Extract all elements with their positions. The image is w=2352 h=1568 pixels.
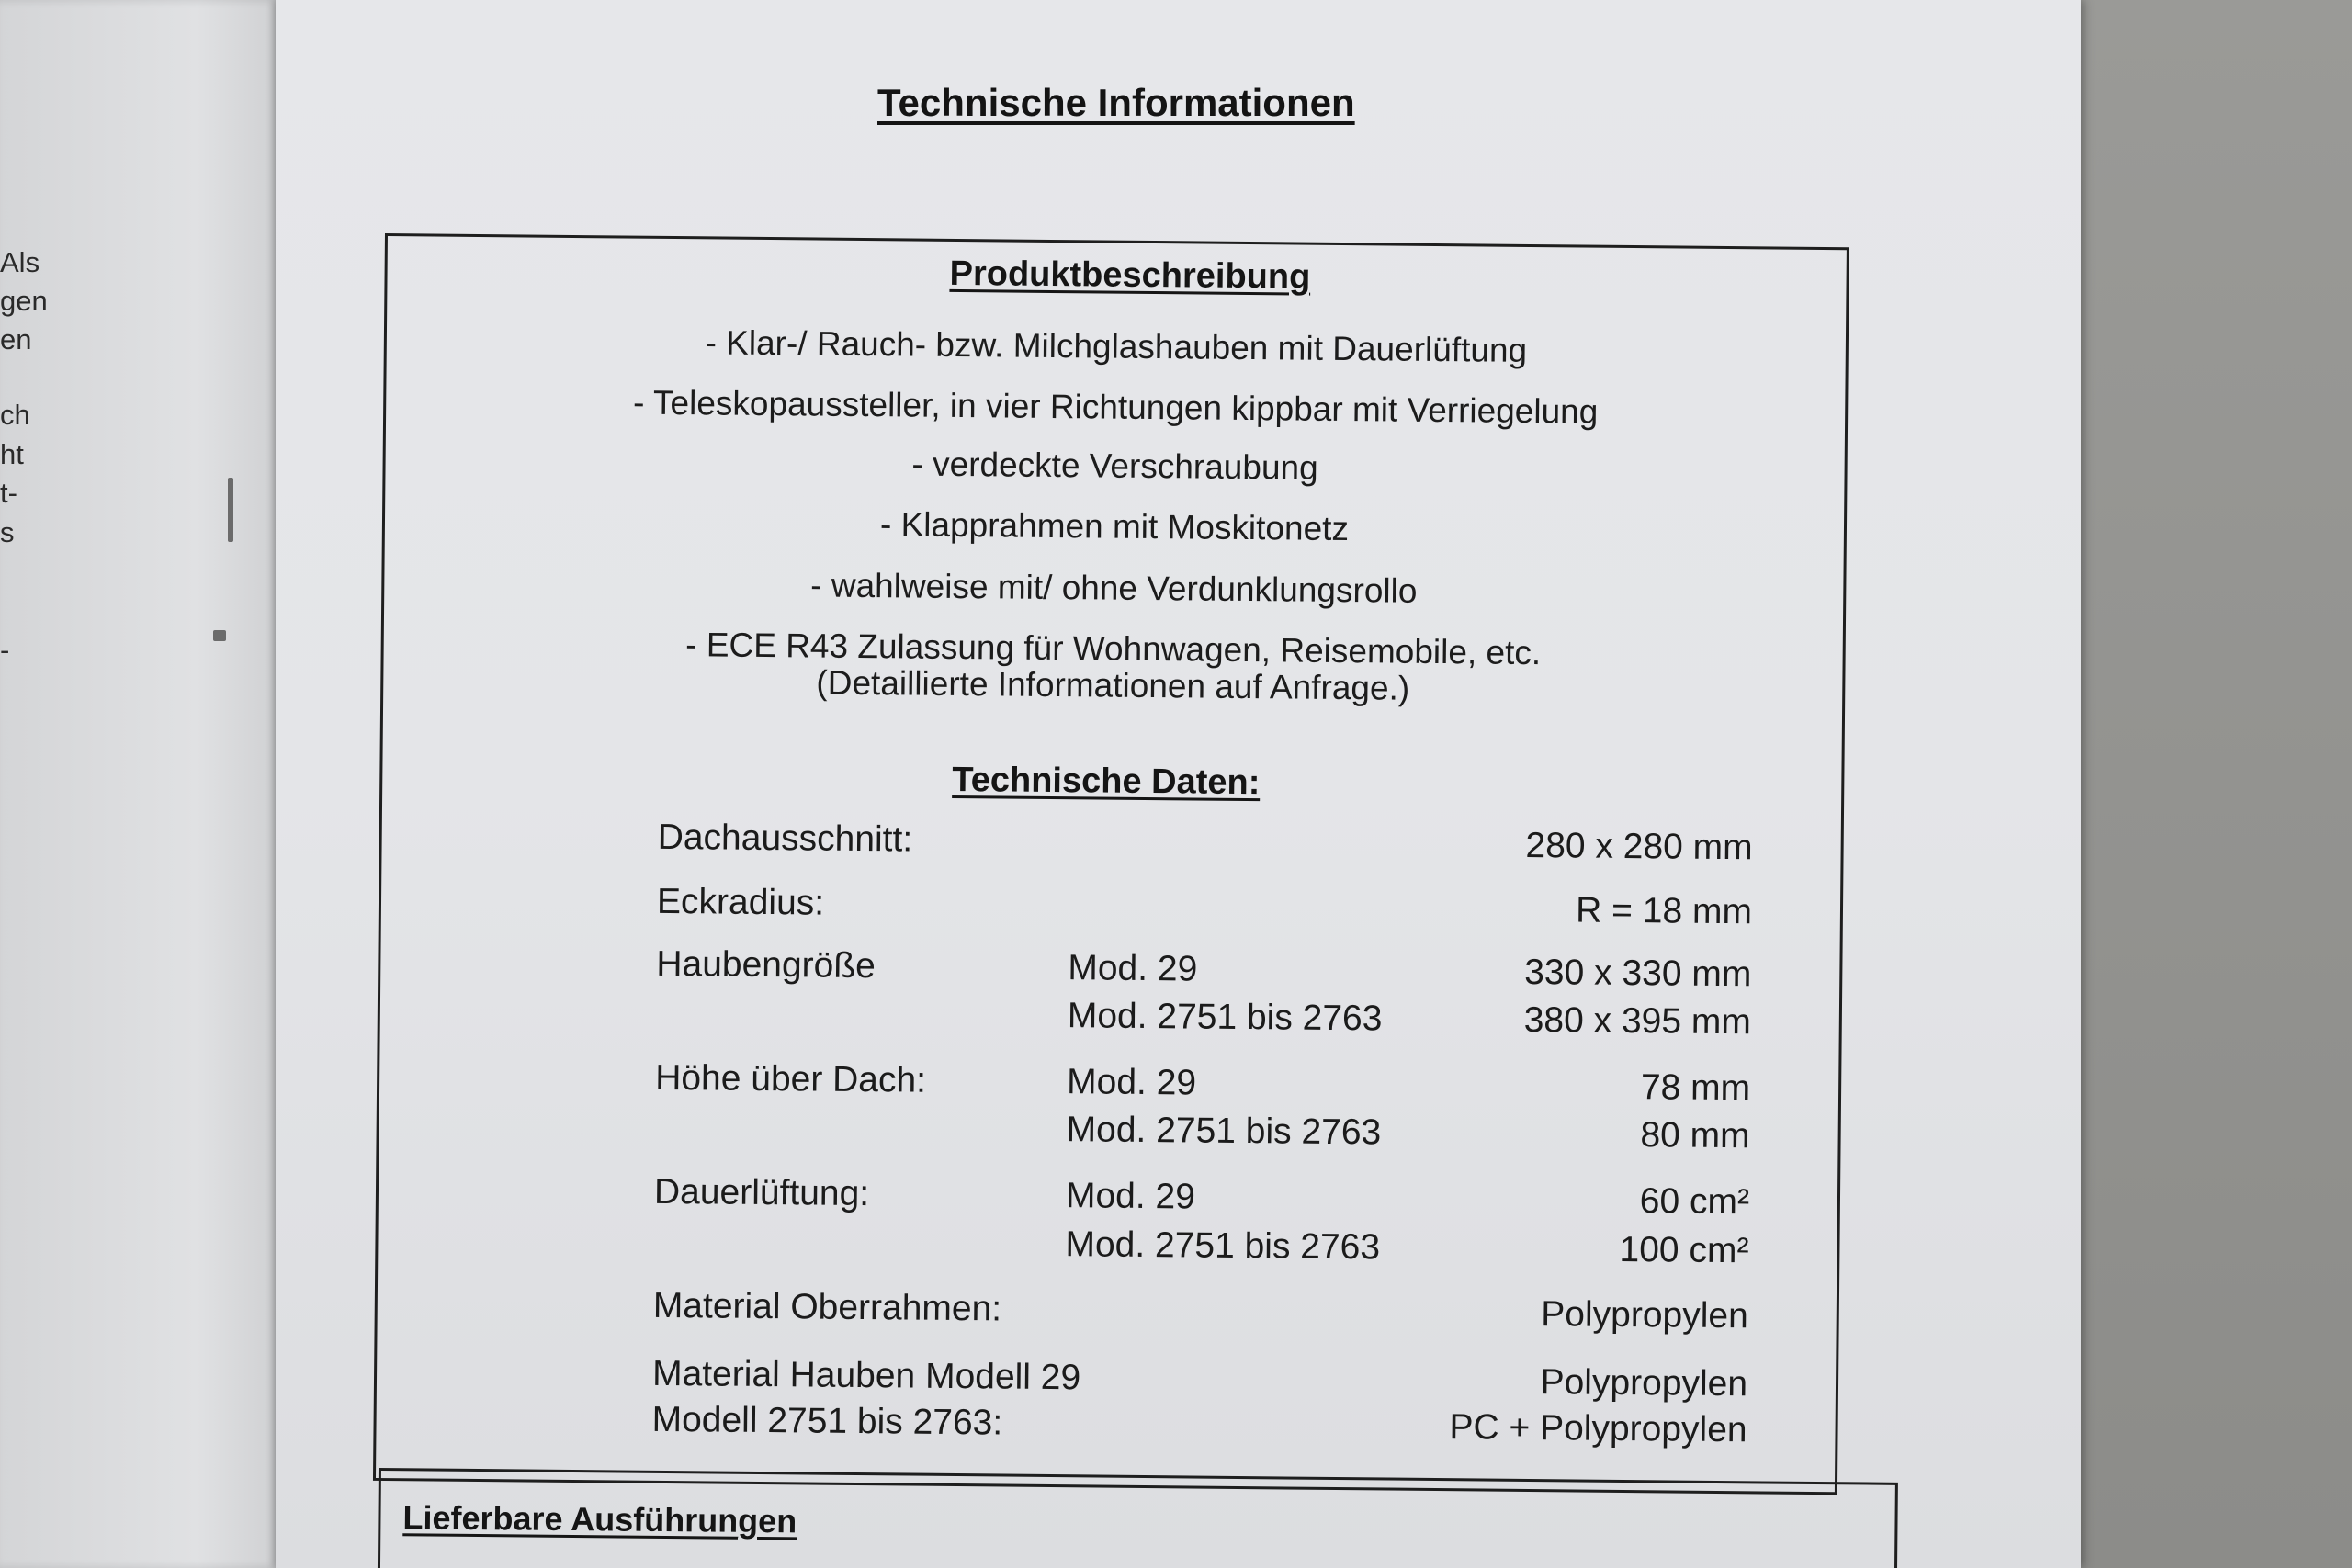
left-page-fragment: gen <box>0 285 48 317</box>
page-title: Technische Informationen <box>877 81 1355 124</box>
spec-label: Material Hauben Modell 29 <box>651 1353 1081 1398</box>
left-page-fragment: s <box>0 516 15 548</box>
left-page-fragment: ht <box>0 438 24 470</box>
left-page-fragment: Als <box>0 246 40 278</box>
staple-mark <box>228 478 233 542</box>
left-page-fragment: t- <box>0 477 17 509</box>
feature-item: - Teleskopaussteller, in vier Richtungen kippbar mit Verriegelung <box>632 383 1599 431</box>
spec-value: 80 mm <box>1640 1115 1750 1156</box>
feature-item: - Klapprahmen mit Moskitonetz <box>879 505 1350 548</box>
spec-value: 330 x 330 mm <box>1524 952 1752 995</box>
spec-model: Mod. 29 <box>1066 1062 1197 1103</box>
spec-value: 280 x 280 mm <box>1525 825 1753 868</box>
spec-model: Mod. 2751 bis 2763 <box>1067 996 1383 1039</box>
spec-value: Polypropylen <box>1541 1294 1748 1337</box>
spec-box <box>373 233 1849 1495</box>
staple-mark <box>213 630 226 641</box>
spec-value: R = 18 mm <box>1575 890 1753 932</box>
spec-model: Mod. 29 <box>1068 948 1198 989</box>
spec-value: 100 cm² <box>1619 1229 1749 1271</box>
spec-value: 380 x 395 mm <box>1523 999 1752 1043</box>
spec-label: Dachausschnitt: <box>657 817 913 860</box>
spec-label: Eckradius: <box>656 881 825 923</box>
spec-value: Polypropylen <box>1540 1362 1748 1404</box>
spec-label: Dauerlüftung: <box>653 1171 870 1214</box>
spec-value: PC + Polypropylen <box>1449 1407 1747 1450</box>
spec-label: Haubengröße <box>656 943 876 987</box>
spec-label: Material Oberrahmen: <box>652 1285 1002 1329</box>
lieferbare-heading: Lieferbare Ausführungen <box>402 1498 797 1540</box>
spec-model: Mod. 2751 bis 2763 <box>1066 1110 1382 1153</box>
feature-item: - Klar-/ Rauch- bzw. Milchglashauben mit Dauerlüftung <box>705 323 1528 369</box>
spec-value: 78 mm <box>1640 1067 1751 1109</box>
spec-label: Modell 2751 bis 2763: <box>651 1399 1003 1443</box>
feature-item: - wahlweise mit/ ohne Verdunklungsrollo <box>810 566 1418 610</box>
spec-label: Höhe über Dach: <box>654 1057 927 1100</box>
feature-item: - verdeckte Verschraubung <box>911 445 1318 487</box>
left-page <box>0 0 281 1568</box>
left-page-fragment: - <box>0 634 10 666</box>
spec-model: Mod. 29 <box>1065 1176 1196 1217</box>
spec-value: 60 cm² <box>1639 1181 1750 1223</box>
left-page-fragment: en <box>0 323 32 355</box>
left-page-fragment: ch <box>0 399 30 431</box>
feature-item: - ECE R43 Zulassung für Wohnwagen, Reisemobile, etc. <box>685 626 1542 672</box>
feature-note: (Detaillierte Informationen auf Anfrage.) <box>816 663 1410 707</box>
spec-model: Mod. 2751 bis 2763 <box>1065 1224 1381 1268</box>
produktbeschreibung-heading: Produktbeschreibung <box>949 254 1311 297</box>
technische-daten-heading: Technische Daten: <box>952 760 1261 803</box>
lieferbare-box <box>378 1468 1898 1568</box>
